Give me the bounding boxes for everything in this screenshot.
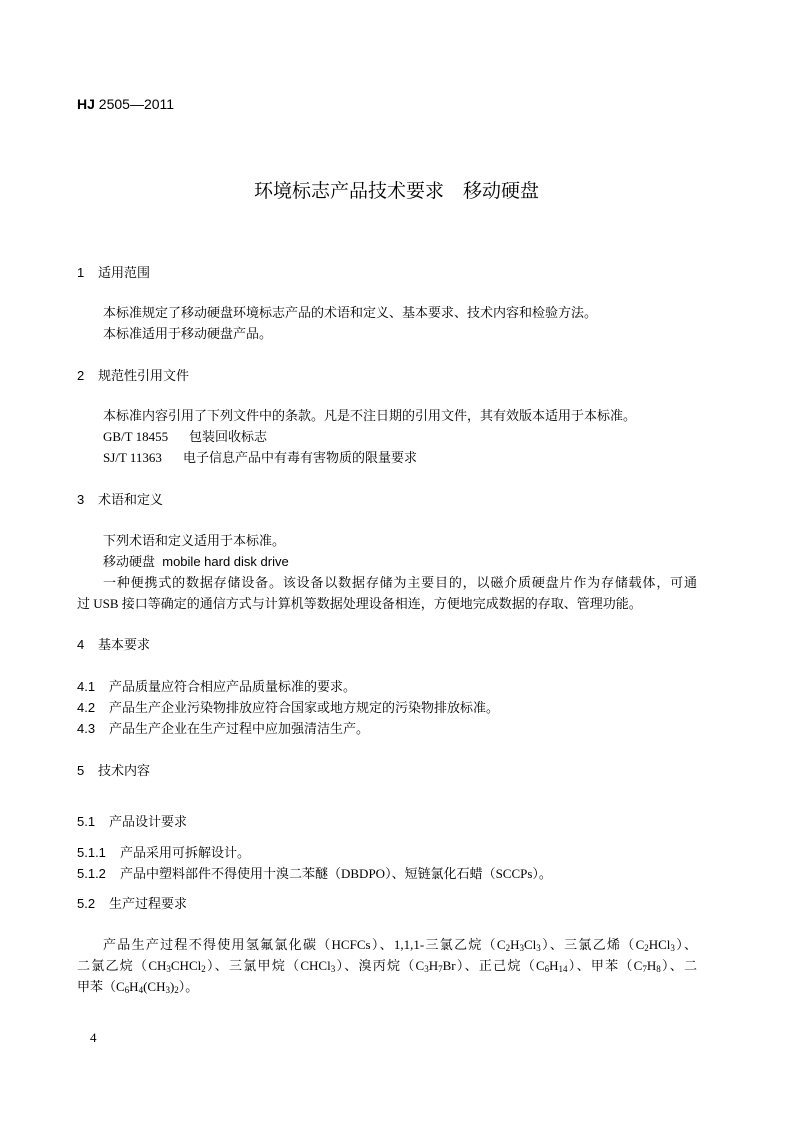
production-requirement-line-2: [77, 955, 697, 974]
clause-text: 产品采用可拆解设计。: [120, 845, 251, 860]
section-number: 1: [77, 265, 85, 280]
subscript: 4: [138, 985, 144, 995]
text-run: HCl: [648, 937, 671, 952]
text-run: ): [169, 979, 175, 994]
subscript: 3: [519, 943, 524, 953]
section-title: 规范性引用文件: [98, 368, 190, 383]
subscript: 3: [165, 985, 170, 995]
section-title: 术语和定义: [98, 492, 164, 507]
subscript: 3: [536, 943, 541, 953]
reference-code: SJ/T 11363: [103, 450, 162, 465]
reference-title: 包装回收标志: [189, 429, 268, 444]
text-run: ）、三氯乙烯（C: [540, 937, 645, 952]
reference-code: GB/T 18455: [103, 429, 169, 444]
text-run: ）、三氯甲烷（CHCl: [205, 958, 331, 973]
text-run: 甲苯（C: [77, 979, 125, 994]
subsection-number: 5.1: [77, 814, 96, 829]
clause-item: [77, 718, 369, 737]
production-requirement-line-1: [103, 934, 697, 953]
subscript: 3: [166, 964, 171, 974]
document-title: 环境标志产品技术要求 移动硬盘: [253, 181, 539, 202]
clause-item: [77, 676, 356, 695]
text-run: H: [428, 958, 439, 973]
clause-number: 4.1: [77, 679, 96, 694]
subscript: 3: [330, 964, 336, 974]
page-number: 4: [90, 1030, 97, 1045]
clause-text: 产品生产企业污染物排放应符合国家或地方规定的污染物排放标准。: [109, 700, 500, 715]
subsection-5-2-heading: [77, 893, 187, 912]
document-code: [77, 96, 174, 112]
section-2-heading: [77, 365, 189, 384]
section-2-paragraph-1: 本标准内容引用了下列文件中的条款。凡是不注日期的引用文件，其有效版本适用于本标准。: [103, 408, 637, 423]
section-number: 5: [77, 763, 85, 778]
term-english: mobile hard disk drive: [162, 554, 289, 569]
clause-number: 5.1.2: [77, 866, 106, 881]
section-number: 2: [77, 368, 85, 383]
text-run: H: [646, 958, 657, 973]
subsection-number: 5.2: [77, 896, 96, 911]
clause-item: [77, 697, 499, 716]
subsection-title: 产品设计要求: [109, 814, 188, 829]
subscript: 2: [174, 985, 179, 995]
section-1-paragraph-2: 本标准适用于移动硬盘产品。: [103, 326, 273, 341]
subscript: 6: [124, 985, 130, 995]
section-title: 适用范围: [98, 265, 151, 280]
section-1-heading: [77, 262, 150, 281]
subscript: 2: [505, 943, 511, 953]
document-code-prefix: HJ: [77, 96, 95, 112]
subscript: 2: [644, 943, 649, 953]
text-run: 二氯乙烷（CH: [77, 958, 167, 973]
text-run: ）、二: [660, 958, 697, 973]
clause-number: 4.2: [77, 700, 96, 715]
text-run: (CH: [143, 979, 166, 994]
section-title: 基本要求: [98, 637, 151, 652]
text-run: H: [510, 937, 520, 952]
reference-item: [103, 447, 417, 466]
clause-item: [77, 863, 552, 882]
subscript: 3: [670, 943, 675, 953]
section-number: 4: [77, 637, 85, 652]
clause-item: [77, 842, 250, 861]
subscript: 2: [201, 964, 206, 974]
reference-item: [103, 426, 267, 445]
text-run: 产品生产过程不得使用氢氟氯化碳（HCFCs）、1,1,1-三氯乙烷（C: [103, 937, 506, 952]
clause-text: 产品中塑料部件不得使用十溴二苯醚（DBDPO）、短链氯化石蜡（SCCPs）。: [120, 866, 552, 881]
subscript: 8: [656, 964, 661, 974]
text-run: ）。: [178, 979, 199, 994]
section-4-heading: [77, 634, 150, 653]
clause-number: 4.3: [77, 721, 96, 736]
subscript: 7: [642, 964, 647, 974]
text-run: ）、: [674, 937, 697, 952]
subscript: 14: [558, 964, 568, 974]
reference-title: 电子信息产品中有毒有害物质的限量要求: [183, 450, 418, 465]
term-definition-line-2: 过 USB 接口等确定的通信方式与计算机等数据处理设备相连，方便地完成数据的存取、管理功能。: [77, 596, 642, 611]
subsection-5-1-heading: [77, 811, 187, 830]
section-5-heading: [77, 760, 150, 779]
text-run: Br）、正己烷（C: [442, 958, 545, 973]
section-3-heading: [77, 489, 163, 508]
term-chinese: 移动硬盘: [103, 554, 156, 569]
text-run: CHCl: [170, 958, 202, 973]
clause-text: 产品质量应符合相应产品质量标准的要求。: [109, 679, 357, 694]
subsection-title: 生产过程要求: [109, 896, 188, 911]
clause-text: 产品生产企业在生产过程中应加强清洁生产。: [109, 721, 370, 736]
term-definition-line-1: 一种便携式的数据存储设备。该设备以数据存储为主要目的，以磁介质硬盘片作为存储载体，可通: [103, 575, 697, 590]
section-number: 3: [77, 492, 85, 507]
subscript: 6: [544, 964, 550, 974]
text-run: H: [549, 958, 559, 973]
section-title: 技术内容: [98, 763, 151, 778]
subscript: 7: [438, 964, 443, 974]
section-1-paragraph-1: 本标准规定了移动硬盘环境标志产品的术语和定义、基本要求、技术内容和检验方法。: [103, 305, 598, 320]
clause-number: 5.1.1: [77, 845, 106, 860]
section-3-paragraph-1: 下列术语和定义适用于本标准。: [103, 533, 286, 548]
document-code-number: 2505—2011: [98, 96, 175, 112]
term-entry: [103, 551, 289, 570]
subscript: 3: [424, 964, 429, 974]
text-run: ）、溴丙烷（C: [335, 958, 425, 973]
text-run: H: [129, 979, 139, 994]
text-run: Cl: [524, 937, 537, 952]
production-requirement-line-3: [77, 976, 198, 995]
text-run: ）、甲苯（C: [567, 958, 643, 973]
